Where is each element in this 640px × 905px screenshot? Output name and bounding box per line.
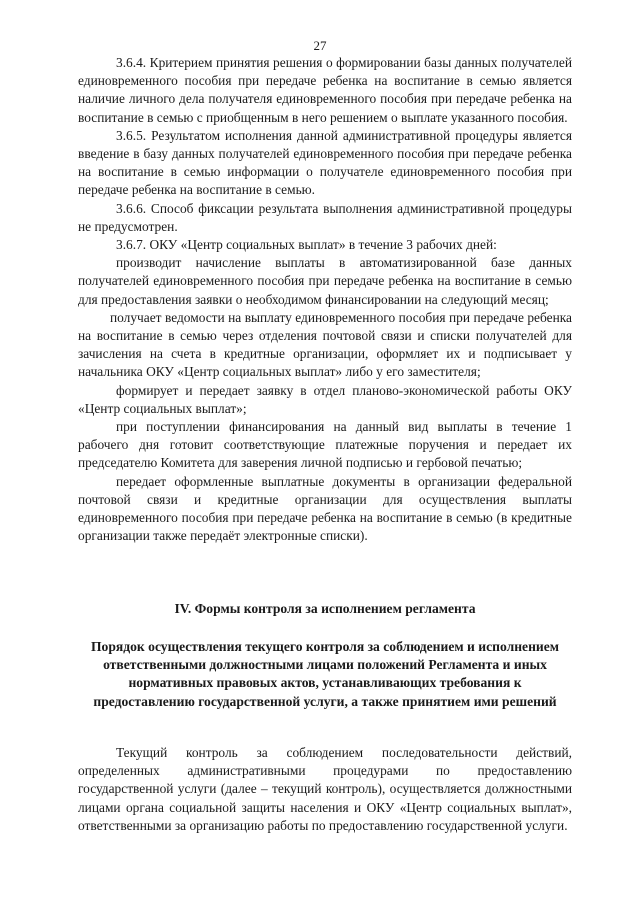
- paragraph-3-6-7: 3.6.7. ОКУ «Центр социальных выплат» в течение 3 рабочих дней:: [116, 237, 497, 253]
- regulation-body: [78, 54, 572, 545]
- subsection-title: Порядок осуществления текущего контроля за соблюдением и исполнением ответственными должностными лицами положений Регламента и иных нормативных правовых актов, устанавливающих требования к предоставлению государственной услуги, а также принятием ими решений: [90, 639, 560, 709]
- list-item-request: формирует и передает заявку в отдел планово-экономической работы ОКУ «Центр социальных выплат»;: [78, 382, 572, 416]
- list-item-payment-orders: при поступлении финансирования на данный вид выплаты в течение 1 рабочего дня готовит соответствующие платежные поручения и передает их председателю Комитета для заверения личной подписью и гербовой печатью;: [78, 419, 572, 471]
- list-item-transfer-documents: передает оформленные выплатные документы в организации федеральной почтовой связи и кредитные организации для осуществления выплаты единовременного пособия при передаче ребенка на воспитание в семью (в кредитные организации также передаёт электронные списки).: [78, 473, 572, 544]
- paragraph-current-control: Текущий контроль за соблюдением последовательности действий, определенных административными процедурами по предоставлению государственной услуги (далее – текущий контроль), осуществляется должностными лицами органа социальной защиты населения и ОКУ «Центр социальных выплат», ответственными за организацию работы по предоставлению государственной услуги.: [78, 745, 572, 833]
- section-title: IV. Формы контроля за исполнением регламента: [174, 601, 476, 616]
- list-item-statements: получает ведомости на выплату единовременного пособия при передаче ребенка на воспитание в семью через отделения почтовой связи и списки получателей для зачисления на счета в кредитные организации, оформляет их и подписывает у начальника ОКУ «Центр социальных выплат» либо у его заместителя;: [78, 309, 572, 380]
- paragraph-3-6-6: 3.6.6. Способ фиксации результата выполнения административной процедуры не предусмотрен.: [78, 200, 572, 234]
- paragraph-3-6-4: 3.6.4. Критерием принятия решения о формировании базы данных получателей единовременного пособия при передаче ребенка на воспитание в семью является наличие личного дела получателя единовременного пособия при передаче ребенка на воспитание в семью с приобщенным в него решением о выплате указанного пособия.: [78, 55, 572, 125]
- list-item-accrual: производит начисление выплаты в автоматизированной базе данных получателей единовременного пособия при передаче ребенка на воспитание в семью для предоставления заявки о необходимом финансировании на следующий месяц;: [78, 255, 572, 307]
- paragraph-3-6-5: 3.6.5. Результатом исполнения данной административной процедуры является введение в базу данных получателей единовременного пособия при передаче ребенка на воспитание в семью информации о получателе единовременного пособия при передаче ребенка на воспитание в семью.: [78, 127, 572, 198]
- page-number: 27: [313, 38, 327, 53]
- closing-section: [78, 744, 572, 835]
